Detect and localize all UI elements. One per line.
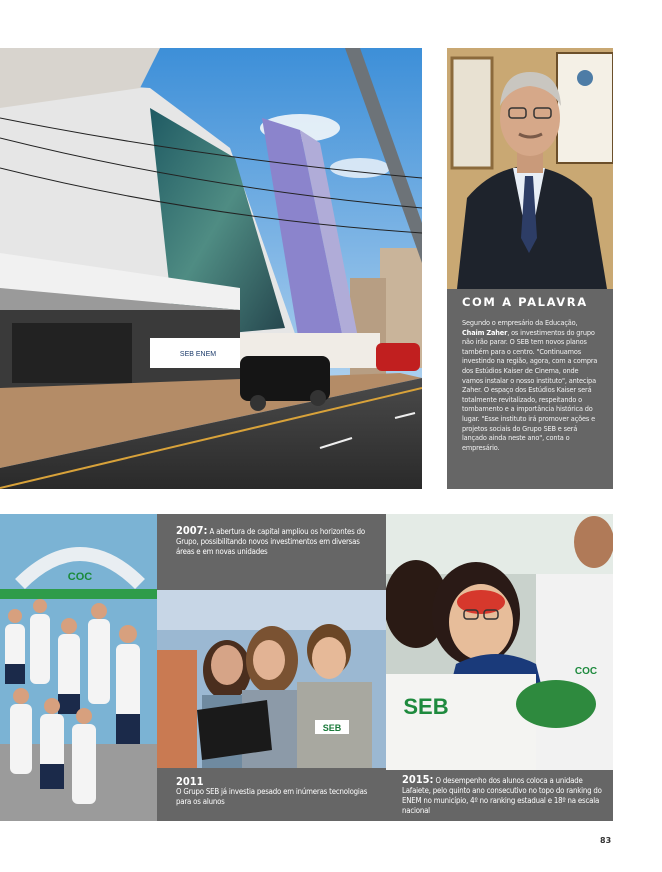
celebration-photo [386, 514, 613, 770]
caption-2015 [386, 770, 613, 821]
page-number: 83 [600, 836, 612, 845]
school-sign-text: SEB ENEM [179, 351, 217, 358]
portrait-photo [447, 48, 613, 289]
caption-2011-text: O Grupo SEB já investia pesado em inúmeras tecnologias para os alunos [176, 787, 368, 806]
caption-2007 [157, 514, 386, 590]
building-photo [0, 48, 422, 489]
tshirt-left-text: SEB [403, 694, 449, 719]
sidebar-title: COM A PALAVRA [462, 295, 588, 309]
caption-2011 [157, 768, 386, 821]
sidebar-name: Chaim Zaher [462, 327, 508, 337]
sidebar-body [462, 318, 601, 452]
caption-2007-year: 2007: [176, 524, 208, 537]
caption-2011-year: 2011 [176, 775, 204, 788]
kids-arch-text: COC [67, 571, 93, 583]
shirt-logo-text: SEB [322, 723, 342, 733]
sidebar-intro: Segundo o empresário da Educação, [462, 318, 578, 327]
tshirt-right-text: COC [574, 666, 598, 677]
kids-photo [0, 514, 157, 821]
sidebar-text: , os investimentos do grupo não irão parar. O SEB tem novos planos também para o centro. "Continuamos investindo na região, agora, com a compra dos Estúdios Kaiser de Cinema, onde vamos instalar o nosso instituto", antecipa Zaher. O espaço dos Estúdios Kaiser será totalmente revitalizado, respeitando o tombamento e a importância histórica do lugar. "Esse instituto irá promover ações e projetos sociais do Grupo SEB e será lançado ainda neste ano", conta o empresário. [462, 327, 598, 452]
caption-2015-text: O desempenho dos alunos coloca a unidade Lafaiete, pelo quinto ano consecutivo no topo do ranking do ENEM no município, 4º no ranking estadual e 18º na escala nacional [402, 776, 602, 815]
caption-2007-text: A abertura de capital ampliou os horizontes do Grupo, possibilitando novos investimentos em diversas áreas e em novas unidades [176, 527, 366, 556]
students-photo [157, 590, 386, 768]
caption-2015-year: 2015: [402, 773, 434, 786]
sidebar-box [447, 289, 613, 489]
